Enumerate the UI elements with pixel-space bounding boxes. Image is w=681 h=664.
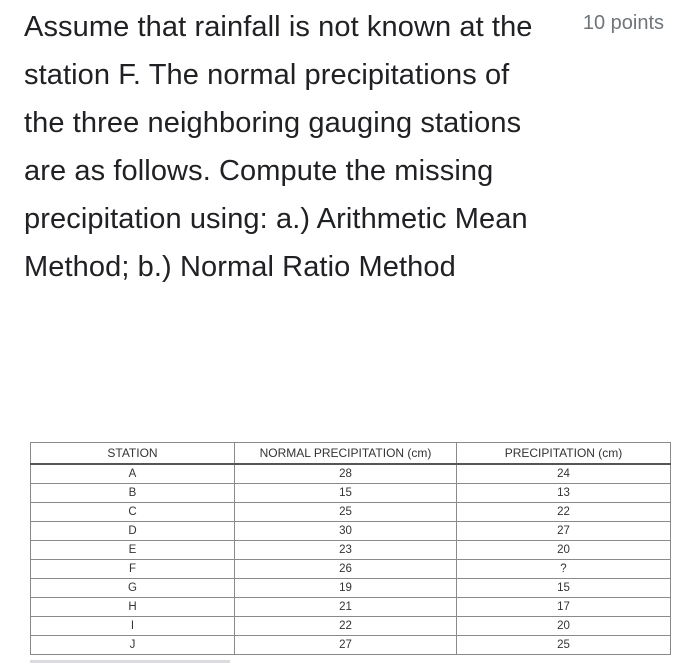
table-row bbox=[31, 541, 671, 560]
table-row bbox=[31, 636, 671, 655]
cell-normal: 25 bbox=[235, 503, 457, 522]
cell-station: D bbox=[31, 522, 235, 541]
table-row bbox=[31, 579, 671, 598]
table-row bbox=[31, 464, 671, 484]
cell-station: F bbox=[31, 560, 235, 579]
table-row bbox=[31, 522, 671, 541]
cell-normal: 27 bbox=[235, 636, 457, 655]
cell-normal: 26 bbox=[235, 560, 457, 579]
cell-normal: 23 bbox=[235, 541, 457, 560]
cell-normal: 22 bbox=[235, 617, 457, 636]
table-row bbox=[31, 503, 671, 522]
cell-station: H bbox=[31, 598, 235, 617]
table-row bbox=[31, 560, 671, 579]
cell-normal: 21 bbox=[235, 598, 457, 617]
header-station: STATION bbox=[31, 443, 235, 465]
points-label: 10 points bbox=[582, 12, 664, 34]
answer-field-underline[interactable] bbox=[30, 660, 230, 663]
cell-precip: 25 bbox=[457, 636, 671, 655]
table-row bbox=[31, 598, 671, 617]
precipitation-table bbox=[30, 442, 671, 655]
cell-precip: 20 bbox=[457, 617, 671, 636]
cell-precip: ? bbox=[457, 560, 671, 579]
header-precipitation: PRECIPITATION (cm) bbox=[457, 443, 671, 465]
cell-normal: 15 bbox=[235, 484, 457, 503]
cell-precip: 22 bbox=[457, 503, 671, 522]
cell-station: A bbox=[31, 464, 235, 484]
cell-precip: 17 bbox=[457, 598, 671, 617]
cell-normal: 28 bbox=[235, 464, 457, 484]
cell-precip: 15 bbox=[457, 579, 671, 598]
table-row bbox=[31, 484, 671, 503]
header-normal-precipitation: NORMAL PRECIPITATION (cm) bbox=[235, 443, 457, 465]
cell-precip: 24 bbox=[457, 464, 671, 484]
cell-station: B bbox=[31, 484, 235, 503]
cell-normal: 19 bbox=[235, 579, 457, 598]
table-header-row bbox=[31, 443, 671, 465]
cell-station: C bbox=[31, 503, 235, 522]
cell-precip: 13 bbox=[457, 484, 671, 503]
question-header bbox=[24, 0, 664, 291]
cell-station: I bbox=[31, 617, 235, 636]
cell-station: E bbox=[31, 541, 235, 560]
cell-precip: 27 bbox=[457, 522, 671, 541]
cell-precip: 20 bbox=[457, 541, 671, 560]
cell-station: G bbox=[31, 579, 235, 598]
cell-normal: 30 bbox=[235, 522, 457, 541]
question-text: Assume that rainfall is not known at the station F. The normal precipitations of the three neighboring gauging stations are as follows. Compute the missing precipitation using: a.) Arithmetic Mean Method; b.) Normal Ratio Method bbox=[24, 11, 533, 283]
cell-station: J bbox=[31, 636, 235, 655]
table-row bbox=[31, 617, 671, 636]
